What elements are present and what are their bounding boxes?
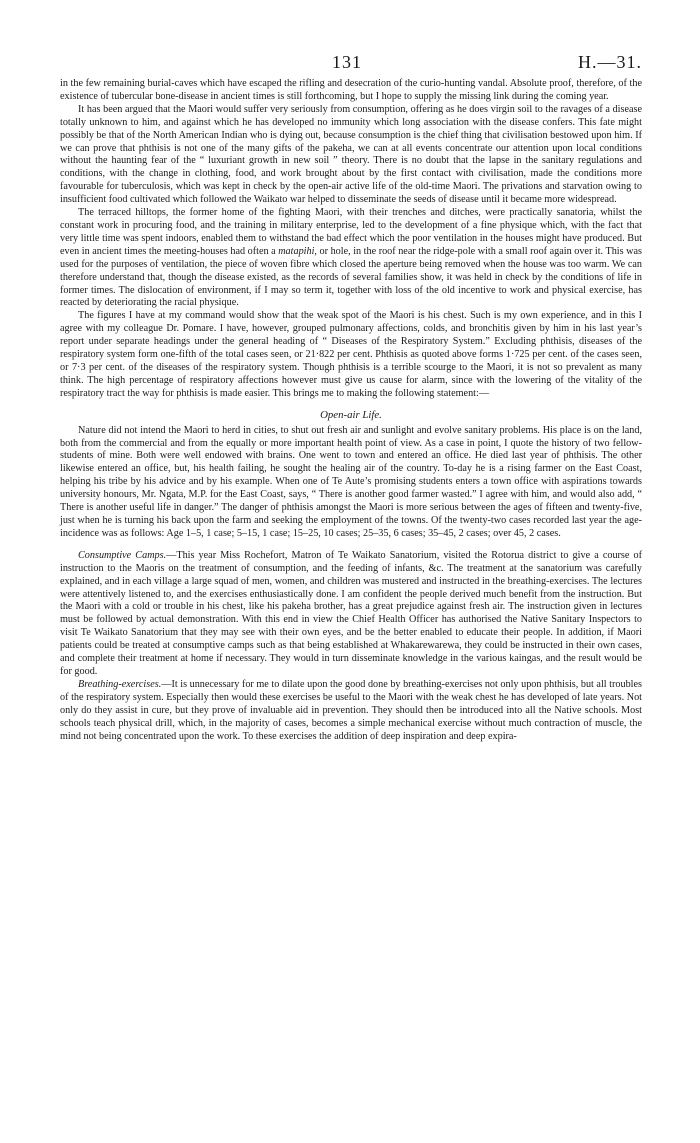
paragraph-terraced-hilltops [60,207,642,310]
paragraph-consumption-argument: It has been argued that the Maori would suffer very seriously from consumption, offering as he does virgin soil to the ravages of a disease totally unknown to him, and against which he has developed no immunity which long association with the disease confers. This fate might possibly be that of the North American Indian who is dying out, because consumption is the chief thing that civilisation bestowed upon him. If we can prove that phthisis is not one of the many gifts of the pakeha, we can at all events concentrate our attention upon local conditions without the haunting fear of the “ luxuriant growth in new soil ” theory. There is no doubt that the lapse in the sanitary regulations and conditions, with the change in clothing, food, and work brought about by the first contact with civilisation, made the conditions more favourable for tuberculosis, which was kept in check by the open-air active life of the old-time Maori. The privations and starvation owing to insufficient food cultivated which followed the Waikato war helped to disseminate the seeds of disease until it became more widespread. [60,103,642,206]
text-segment: The terraced hilltops, the former home of the fighting Maori, with their trenches and ditches, were practically sanatoria, whilst the constant work in procuring food, and the training in military enterprise, led to the development of a fine physique which, with the fact that very little time was spent indoors, enabled them to withstand the bad effect which the poor ventilation in the houses might have produced. But even in ancient times the meeting-houses had often a [60,207,642,257]
italic-term-matapihi: matapihi, [278,245,317,257]
paragraph-breathing-exercises [60,679,642,744]
text-segment: —It is unnecessary for me to dilate upon the good done by breathing-exercises not only upon phthisis, but all troubles of the respiratory system. Especially then would these exercises be useful to the Maori with the weak chest he has developed of late years. Not only do they assist in cure, but they prove of invaluable aid in prevention. They should then be introduced into all the Native schools. Most schools teach physical drill, which, in the majority of cases, becomes a simple mechanical exercise without much contraction of muscle, the mind not being concentrated upon the work. To these exercises the addition of deep inspiration and deep expira- [60,678,642,742]
section-heading-open-air-life: Open-air Life. [320,408,382,421]
run-in-heading-consumptive-camps: Consumptive Camps. [78,549,167,561]
document-reference: H.—31. [578,52,642,72]
text-segment: or hole, in the roof near the ridge-pole with a small roof again over it. This was used for the purposes of ventilation, the piece of woven fibre which closed the aperture being removed when the house was too warm. We can therefore understand that, though the disease existed, as the records of several families show, it was held in check by the conditions of life in former times. The dislocation of environment, if I may so term it, together with loss of the old incentive to work and physical exercise, has reacted by deteriorating the racial physique. [60,245,642,309]
running-header [60,52,642,78]
text-segment: —This year Miss Rochefort, Matron of Te Waikato Sanatorium, visited the Rotorua district to give a course of instruction to the Maoris on the treatment of consumption, and the feeding of infants, &c. The treatment at the sanatorium was carefully explained, and in each village a large squad of men, women, and children was mustered and instructed in the breathing-exercises. The lectures were attentively listened to, and the exercises enthusiastically done. I am confident the people derived much benefit from the instruction. But the Maori with a cold or trouble in his chest, like his pakeha brother, has a great prejudice against fresh air. The instruction given in lectures must be followed by actual demonstration. With this end in view the Chief Health Officer has authorised the Native Sanitary Inspectors to visit Te Waikato Sanatorium that they may see with their own eyes, and be the better enabled to educate their people. In addition, if Maori patients could be treated at consumptive camps such as that being established at Whakarewarewa, they could be instructed in their own cases, and complete their treatment at home if necessary. They would in turn disseminate knowledge in the various kaingas, and the result would be for good. [60,549,643,677]
page-number: 131 [332,52,362,72]
paragraph-consumptive-camps [60,550,642,679]
paragraph-open-air-life: Nature did not intend the Maori to herd in cities, to shut out fresh air and sunlight and evolve sanitary problems. His place is on the land, both from the commercial and from the equally or more important health point of view. As a case in point, I quote the history of two fellow-students of mine. Both were well endowed with brains. One went to town and entered an office. He died last year of phthisis. The other likewise entered an office, but, his health failing, he sought the healing air of the country. To-day he is a rising farmer on the East Coast, helping his tribe by his advice and by his example. When one of Te Aute’s promising students enters a town office with aspirations towards university honours, Mr. Ngata, M.P. for the East Coast, says, “ There is another good farmer wasted.” I agree with him, and would also add, “ There is another useful life in danger.” The danger of phthisis amongst the Maori is more serious between the ages of fifteen and twenty-five, just when he is turning his back upon the farm and seeking the employment of the towns. Of the twenty-two cases recorded last year the age-incidence was as follows: Age 1–5, 1 case; 5–15, 1 case; 15–25, 10 cases; 25–35, 6 cases; 35–45, 2 cases; over 45, 2 cases. [60,424,642,539]
body-text [60,78,642,743]
run-in-heading-breathing-exercises: Breathing-exercises. [78,678,162,690]
document-page [60,52,642,743]
paragraph-respiratory-figures: The figures I have at my command would show that the weak spot of the Maori is his chest. Such is my own experience, and in this I agree with my colleague Dr. Pomare. I have, however, grouped pulmonary affections, colds, and bronchitis given by him in his last year’s report under separate headings under the general heading of “ Diseases of the Respiratory System.” Excluding phthisis, diseases of the respiratory system form one-fifth of the total cases seen, or 21·822 per cent. Phthisis as quoted above forms 1·725 per cent. of the cases seen, or 7·3 per cent. of the diseases of the respiratory system. Though phthisis is a terrible scourge to the Maori, it is not so prevalent as many think. The high percentage of respiratory affections however must give us cause for alarm, since with the lowering of the vitality of the respiratory tract the way for phthisis is made easier. This brings me to making the following statement:— [60,310,642,399]
paragraph-burial-caves: in the few remaining burial-caves which have escaped the rifling and desecration of the curio-hunting vandal. Absolute proof, therefore, of the existence of tubercular bone-disease in ancient times is still forthcoming, but I hope to supply the missing link during the coming year. [60,78,642,102]
